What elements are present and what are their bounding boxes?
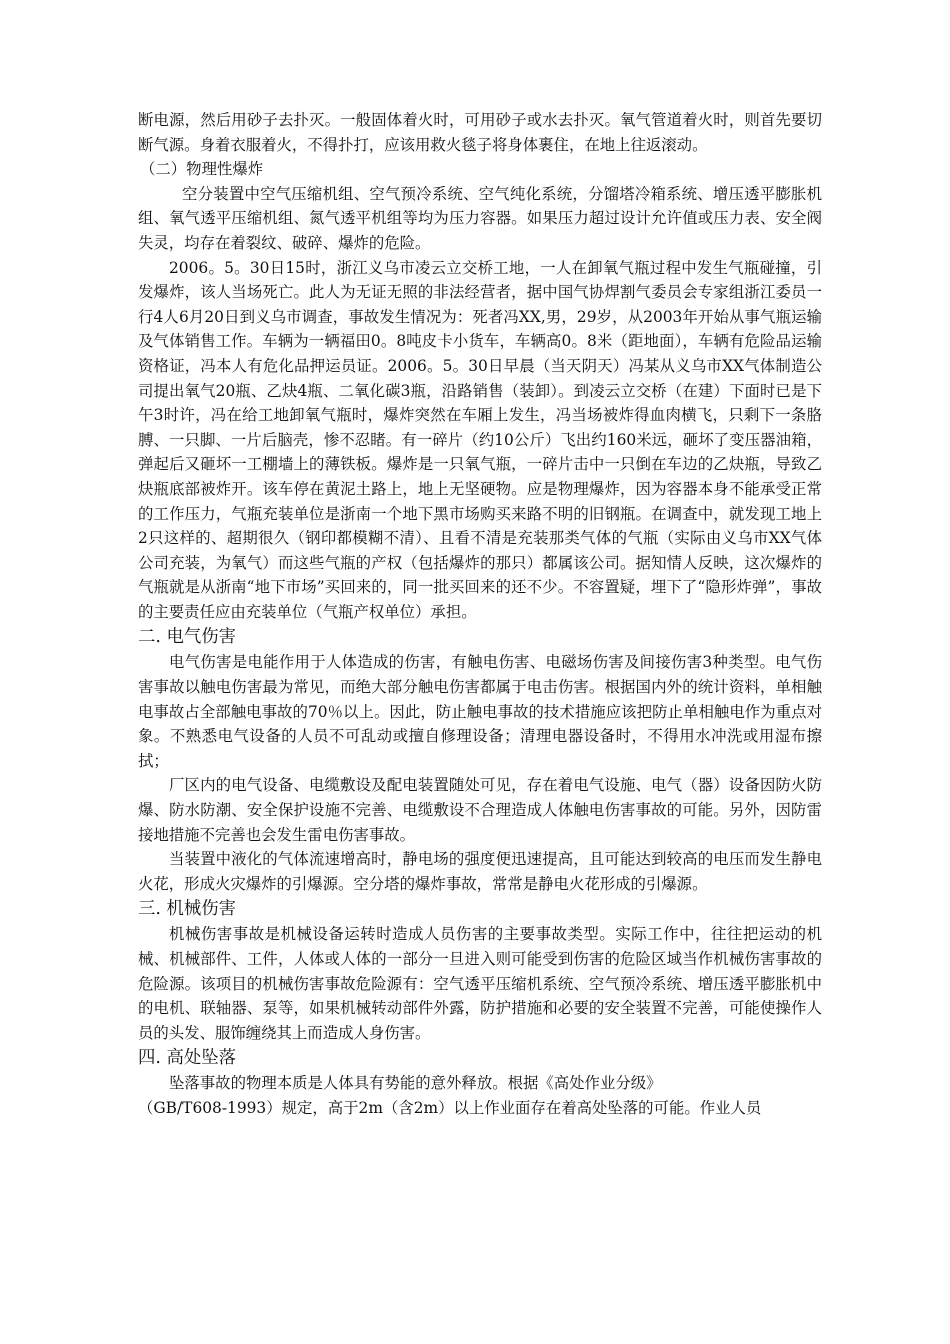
document-page <box>138 108 822 1121</box>
heading-mechanical-injury: 三. 机械伤害 <box>138 899 237 920</box>
paragraph-static-electricity: 当装置中液化的气体流速增高时，静电场的强度便迅速提高，且可能达到较高的电压而发生静电火花，形成火灾爆炸的引爆源。空分塔的爆炸事故，常常是静电火花形成的引爆源。 <box>138 850 822 893</box>
paragraph-accident-case: 2006。5。30日15时，浙江义乌市凌云立交桥工地，一人在卸氧气瓶过程中发生气瓶碰撞，引发爆炸，该人当场死亡。此人为无证无照的非法经营者，据中国气协焊割气委员会专家组浙江委员一行4人6月20日到义乌市调查，事故发生情况为：死者冯XX,男，29岁，从2003年开始从事气瓶运输及气体销售工作。车辆为一辆福田0。8吨皮卡小货车，车辆高0。8米（距地面），车辆有危险品运输资格证，冯本人有危化品押运员证。2006。5。30日早晨（当天阴天）冯某从义乌市XX气体制造公司提出氧气20瓶、乙炔4瓶、二氧化碳3瓶，沿路销售（装卸）。到凌云立交桥（在建）下面时已是下午3时许，冯在给工地卸氧气瓶时，爆炸突然在车厢上发生，冯当场被炸得血肉横飞，只剩下一条胳膊、一只脚、一片后脑壳，惨不忍睹。有一碎片（约10公斤）飞出约160米远，砸坏了变压器油箱，弹起后又砸坏一工棚墙上的薄铁板。爆炸是一只氧气瓶，一碎片击中一只倒在车边的乙炔瓶，导致乙炔瓶底部被炸开。该车停在黄泥土路上，地上无坚硬物。应是物理爆炸，因为容器本身不能承受正常的工作压力，气瓶充装单位是浙南一个地下黑市场购买来路不明的旧钢瓶。在调查中，就发现工地上2只这样的、超期很久（钢印都模糊不清）、且看不清是充装那类气体的气瓶（实际由义乌市XX气体公司充装，为氧气）而这些气瓶的产权（包括爆炸的那只）都属该公司。据知情人反映，这次爆炸的气瓶就是从浙南“地下市场”买回来的，同一批买回来的还不少。不容置疑，埋下了“隐形炸弹”，事故的主要责任应由充装单位（气瓶产权单位）承担。 <box>138 258 822 621</box>
subheading-physical-explosion: （二）物理性爆炸 <box>140 160 264 179</box>
paragraph-fall-intro: 坠落事故的物理本质是人体具有势能的意外释放。根据《高处作业分级》 <box>169 1074 662 1093</box>
paragraph-fire-extinguish: 断电源，然后用砂子去扑灭。一般固体着火时，可用砂子或水去扑灭。氧气管道着火时，则首先要切断气源。身着衣服着火，不得扑打，应该用救火毯子将身体裹住，在地上往返滚动。 <box>138 111 822 154</box>
paragraph-electrical-plant: 厂区内的电气设备、电缆敷设及配电装置随处可见，存在着电气设施、电气（器）设备因防火防爆、防水防潮、安全保护设施不完善、电缆敷设不合理造成人体触电伤害事故的可能。另外，因防雷接地措施不完善也会发生雷电伤害事故。 <box>138 776 822 844</box>
paragraph-fall-standard: （GB/T608-1993）规定，高于2m（含2m）以上作业面存在着高处坠落的可能。作业人员 <box>138 1098 762 1117</box>
heading-fall-from-height: 四. 高处坠落 <box>138 1048 237 1069</box>
paragraph-mechanical: 机械伤害事故是机械设备运转时造成人员伤害的主要事故类型。实际工作中，往往把运动的机械、机械部件、工件，人体或人体的一部分一旦进入则可能受到伤害的危险区域当作机械伤害事故的危险源。该项目的机械伤害事故危险源有：空气透平压缩机系统、空气预冷系统、增压透平膨胀机中的电机、联轴器、泵等，如果机械转动部件外露，防护措施和必要的安全装置不完善，可能使操作人员的头发、服饰缠绕其上而造成人身伤害。 <box>138 925 822 1042</box>
paragraph-electrical-intro: 电气伤害是电能作用于人体造成的伤害，有触电伤害、电磁场伤害及间接伤害3种类型。电气伤害事故以触电伤害最为常见，而绝大部分触电伤害都属于电击伤害。根据国内外的统计资料，单相触电事故占全部触电事故的70％以上。因此，防止触电事故的技术措施应该把防止单相触电作为重点对象。不熟悉电气设备的人员不可乱动或擅自修理设备；清理电器设备时，不得用水冲洗或用湿布擦拭； <box>138 653 822 770</box>
heading-electrical-injury: 二. 电气伤害 <box>138 627 237 648</box>
paragraph-pressure-vessels: 空分装置中空气压缩机组、空气预冷系统、空气纯化系统，分馏塔冷箱系统、增压透平膨胀机组、氧气透平压缩机组、氮气透平机组等均为压力容器。如果压力超过设计允许值或压力表、安全阀失灵，均存在着裂纹、破碎、爆炸的危险。 <box>138 184 822 252</box>
